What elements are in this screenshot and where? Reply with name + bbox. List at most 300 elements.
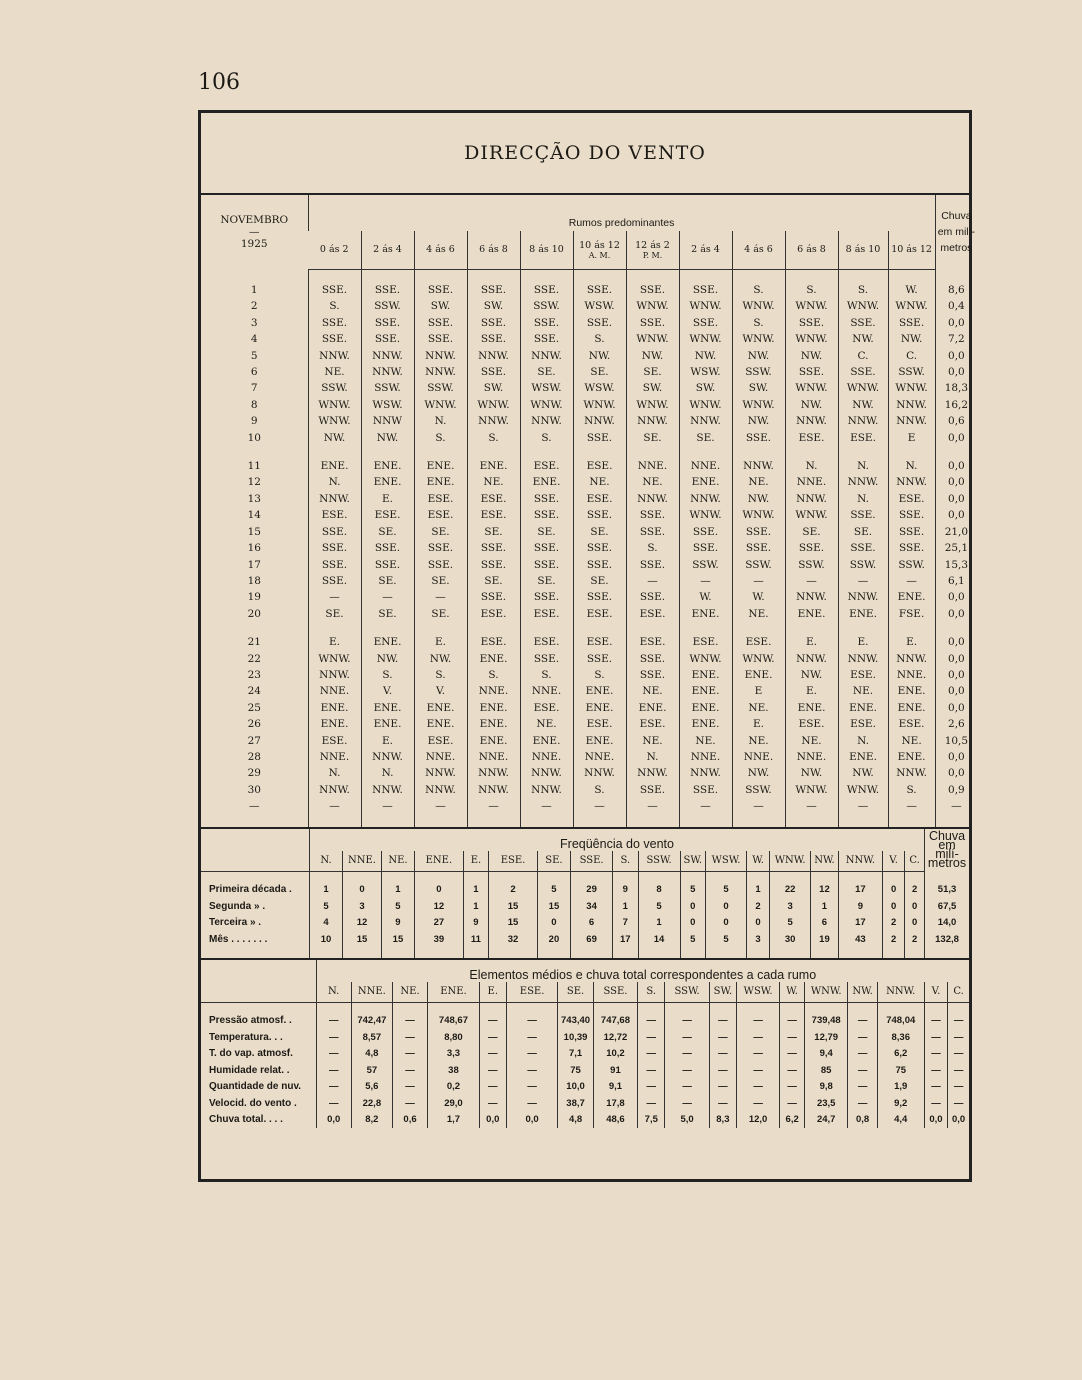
frequency-cell: 39 (415, 931, 464, 948)
means-cell: 1,7 (428, 1112, 480, 1129)
means-cell: 6,2 (877, 1046, 924, 1063)
rain-cell: 0,0 (935, 364, 977, 380)
direction-cell: E. (888, 634, 935, 650)
direction-cell: SSE. (626, 282, 679, 298)
direction-cell: SSE. (414, 557, 467, 573)
direction-cell: — (467, 798, 520, 814)
means-cell: — (665, 1079, 710, 1096)
spacer-cell (467, 270, 520, 283)
spacer-cell (905, 871, 925, 882)
day-cell: 7 (250, 382, 258, 395)
direction-cell: ESE. (626, 716, 679, 732)
frequency-row (201, 898, 969, 915)
direction-cell: S. (520, 430, 573, 446)
hour-header (679, 231, 732, 270)
day-cell: 30 (247, 783, 261, 796)
table-row (201, 700, 977, 716)
direction-cell: E. (785, 683, 838, 699)
direction-cell: ESE. (361, 507, 414, 523)
direction-cell: SSE. (467, 331, 520, 347)
direction-cell: NNW. (679, 413, 732, 429)
direction-cell: WNW. (838, 380, 888, 396)
rain-cell: 0,0 (935, 606, 977, 622)
direction-column-header: SW. (709, 982, 736, 1003)
direction-cell: WSW. (573, 380, 626, 396)
direction-cell: SSE. (785, 364, 838, 380)
direction-cell: SSE. (573, 540, 626, 556)
frequency-table (201, 827, 969, 958)
direction-cell: SW. (467, 298, 520, 314)
direction-column-header: NE. (392, 982, 427, 1003)
direction-cell: ESE. (838, 716, 888, 732)
hour-label: 2 ás 4 (373, 243, 402, 255)
direction-cell: NNW. (888, 765, 935, 781)
day-cell: 9 (250, 415, 258, 428)
means-row (201, 1029, 969, 1046)
spacer-row (201, 948, 969, 958)
direction-cell: SSE. (679, 540, 732, 556)
spacer-cell (680, 948, 705, 958)
spacer-cell (392, 1002, 427, 1013)
means-cell: 7,5 (638, 1112, 665, 1129)
direction-cell: N. (308, 765, 361, 781)
day-cell: 12 (247, 476, 261, 489)
table-row (201, 651, 977, 667)
direction-cell: SSE. (361, 540, 414, 556)
day-cell: — (249, 800, 260, 813)
table-row (201, 380, 977, 396)
means-cell: — (780, 1079, 805, 1096)
row-label: Temperatura. . . (209, 1031, 283, 1043)
frequency-cell: 3 (770, 898, 811, 915)
direction-cell: ENE. (361, 634, 414, 650)
am-label: A. M. (588, 250, 611, 260)
direction-cell: WNW. (732, 331, 785, 347)
direction-column-header: N. (316, 982, 351, 1003)
direction-cell: ENE. (414, 700, 467, 716)
hour-header (573, 231, 626, 270)
direction-cell: NNW. (679, 765, 732, 781)
means-row (201, 1062, 969, 1079)
direction-cell: NW. (785, 667, 838, 683)
rain-cell: 0,6 (935, 413, 977, 429)
frequency-cell: 1 (463, 882, 488, 899)
means-cell: 742,47 (351, 1013, 392, 1030)
means-cell: 24,7 (804, 1112, 847, 1129)
direction-cell: V. (414, 683, 467, 699)
frequency-cell: 20 (537, 931, 570, 948)
direction-cell: ESE. (626, 634, 679, 650)
direction-cell: ESE. (626, 606, 679, 622)
rain-cell: 16,2 (935, 397, 977, 413)
direction-cell: WNW. (626, 298, 679, 314)
direction-cell: SSE. (573, 589, 626, 605)
frequency-cell: 9 (613, 882, 638, 899)
direction-cell: SSE. (838, 507, 888, 523)
spacer-cell (679, 815, 732, 827)
direction-cell: NW. (785, 348, 838, 364)
frequency-cell: 2 (905, 882, 925, 899)
means-cell: 10,2 (593, 1046, 638, 1063)
direction-cell: — (679, 798, 732, 814)
direction-column-header: NNE. (343, 851, 382, 872)
rain-cell: — (935, 798, 977, 814)
direction-column-header: ESE. (506, 982, 558, 1003)
direction-cell: SSE. (520, 557, 573, 573)
frequency-cell: 5 (381, 898, 414, 915)
direction-cell: SSE. (838, 540, 888, 556)
means-cell: — (479, 1062, 506, 1079)
table-row (201, 749, 977, 765)
means-caption: Elementos médios e chuva total correspondentes a cada rumo (316, 959, 969, 982)
direction-cell: ESE. (467, 634, 520, 650)
means-cell: — (924, 1095, 947, 1112)
direction-cell: ENE. (467, 700, 520, 716)
direction-cell: SE. (308, 606, 361, 622)
spacer-cell (414, 815, 467, 827)
frequency-cell: 6 (811, 915, 839, 932)
direction-cell: ESE. (467, 606, 520, 622)
frequency-cell: 2 (883, 931, 905, 948)
means-cell: — (736, 1029, 779, 1046)
direction-cell: NW. (785, 397, 838, 413)
spacer-cell (679, 622, 732, 634)
rain-cell: 0,0 (935, 700, 977, 716)
frequency-header-blank (201, 851, 309, 872)
frequency-cell: 0 (883, 882, 905, 899)
direction-column-header: W. (746, 851, 769, 872)
direction-cell: S. (467, 430, 520, 446)
direction-cell: NNW. (573, 765, 626, 781)
hour-header (626, 231, 679, 270)
direction-cell: ENE. (573, 683, 626, 699)
direction-cell: SSW. (785, 557, 838, 573)
direction-cell: WNW. (785, 331, 838, 347)
spacer-cell (479, 1002, 506, 1013)
direction-cell: ENE. (414, 474, 467, 490)
row-label: Chuva total. . . . (209, 1114, 283, 1126)
direction-cell: NNW. (626, 491, 679, 507)
spacer-row (201, 446, 977, 458)
means-cell: 748,67 (428, 1013, 480, 1030)
day-cell: 28 (247, 750, 261, 763)
hour-label: 10 ás 12 (891, 243, 932, 255)
means-row (201, 1079, 969, 1096)
direction-cell: ENE. (308, 458, 361, 474)
frequency-cell: 5 (638, 898, 680, 915)
direction-cell: NNW. (573, 413, 626, 429)
direction-cell: SSE. (414, 331, 467, 347)
direction-cell: WNW. (626, 397, 679, 413)
direction-cell: ENE. (361, 716, 414, 732)
spacer-cell (811, 871, 839, 882)
direction-cell: NNW. (838, 474, 888, 490)
means-cell: 38 (428, 1062, 480, 1079)
means-cell: — (709, 1029, 736, 1046)
table-row (201, 634, 977, 650)
direction-cell: NE. (573, 474, 626, 490)
frequency-cell: 32 (489, 931, 538, 948)
table-row (201, 348, 977, 364)
direction-cell: — (308, 589, 361, 605)
direction-column-header: E. (479, 982, 506, 1003)
frequency-cell: 0 (680, 915, 705, 932)
means-cell: — (316, 1046, 351, 1063)
means-cell: — (506, 1095, 558, 1112)
table-row (201, 606, 977, 622)
direction-cell: WSW. (573, 298, 626, 314)
means-cell: 9,4 (804, 1046, 847, 1063)
means-cell: 0,0 (316, 1112, 351, 1129)
direction-cell: SW. (467, 380, 520, 396)
frequency-cell: 4 (309, 915, 342, 932)
rain-cell: 7,2 (935, 331, 977, 347)
spacer-cell (381, 871, 414, 882)
direction-cell: NNW. (467, 348, 520, 364)
direction-cell: SE. (573, 524, 626, 540)
direction-column-header: C. (905, 851, 925, 872)
direction-cell: NNW (361, 413, 414, 429)
direction-cell: SSW. (361, 380, 414, 396)
means-cell: 748,04 (877, 1013, 924, 1030)
direction-cell: E (888, 430, 935, 446)
direction-cell: SSE. (361, 282, 414, 298)
means-cell: 48,6 (593, 1112, 638, 1129)
direction-cell: SSW. (308, 380, 361, 396)
frequency-cell: 11 (463, 931, 488, 948)
direction-cell: SE. (626, 364, 679, 380)
direction-cell: ESE. (732, 634, 785, 650)
direction-cell: NNW. (361, 364, 414, 380)
direction-cell: ENE. (888, 700, 935, 716)
direction-cell: V. (361, 683, 414, 699)
direction-cell: ENE. (838, 606, 888, 622)
direction-cell: ESE. (520, 458, 573, 474)
spacer-cell (746, 871, 769, 882)
frequency-cell: 1 (463, 898, 488, 915)
direction-cell: — (361, 798, 414, 814)
frequency-cell: 43 (838, 931, 882, 948)
spacer-cell (848, 1002, 877, 1013)
frequency-cell: 27 (415, 915, 464, 932)
direction-cell: S. (361, 667, 414, 683)
spacer-cell (201, 1002, 316, 1013)
spacer-cell (308, 446, 361, 458)
direction-cell: NNE. (573, 749, 626, 765)
spacer-cell (888, 446, 935, 458)
table-row (201, 733, 977, 749)
direction-cell: SE. (467, 524, 520, 540)
direction-cell: NNE. (467, 749, 520, 765)
direction-column-header: ENE. (428, 982, 480, 1003)
frequency-cell: 14,0 (925, 915, 969, 932)
means-cell: — (709, 1095, 736, 1112)
direction-cell: ENE. (308, 716, 361, 732)
rain-cell: 0,9 (935, 782, 977, 798)
frequency-cell: 5 (706, 882, 747, 899)
hour-header (361, 231, 414, 270)
means-cell: — (316, 1013, 351, 1030)
day-cell: 10 (247, 431, 261, 444)
frequency-cell: 0 (706, 915, 747, 932)
direction-cell: NW. (679, 348, 732, 364)
frequency-body (201, 871, 969, 958)
means-cell: 17,8 (593, 1095, 638, 1112)
direction-cell: ESE. (414, 507, 467, 523)
means-cell: — (948, 1079, 969, 1096)
direction-cell: S. (838, 282, 888, 298)
direction-cell: WNW. (888, 298, 935, 314)
direction-cell: N. (361, 765, 414, 781)
direction-cell: SSE. (414, 315, 467, 331)
means-header-blank (201, 982, 316, 1003)
spacer-cell (838, 622, 888, 634)
direction-cell: SSE. (520, 507, 573, 523)
direction-cell: ESE. (414, 491, 467, 507)
spacer-cell (785, 446, 838, 458)
day-cell: 4 (250, 333, 258, 346)
means-cell: — (392, 1079, 427, 1096)
direction-cell: ESE. (414, 733, 467, 749)
direction-cell: NE. (732, 700, 785, 716)
table-row (201, 798, 977, 814)
direction-cell: ENE. (838, 749, 888, 765)
day-cell: 15 (247, 525, 261, 538)
day-cell: 27 (247, 734, 261, 747)
direction-column-header: W. (780, 982, 805, 1003)
spacer-cell (308, 622, 361, 634)
table-row (201, 364, 977, 380)
direction-cell: NW. (308, 430, 361, 446)
means-cell: — (709, 1013, 736, 1030)
direction-cell: NNW. (520, 413, 573, 429)
direction-column-header: WNW. (770, 851, 811, 872)
direction-cell: SSE. (520, 540, 573, 556)
means-cell: — (780, 1013, 805, 1030)
spacer-cell (381, 948, 414, 958)
direction-cell: NE. (732, 733, 785, 749)
frequency-cell: 1 (613, 898, 638, 915)
spacer-cell (414, 270, 467, 283)
means-cell: — (506, 1062, 558, 1079)
means-cell: — (316, 1062, 351, 1079)
direction-cell: SSE. (626, 782, 679, 798)
means-cell: 75 (877, 1062, 924, 1079)
means-cell: 6,2 (780, 1112, 805, 1129)
spacer-cell (811, 948, 839, 958)
means-cell: 22,8 (351, 1095, 392, 1112)
direction-cell: ESE. (888, 491, 935, 507)
rain-cell: 0,0 (935, 749, 977, 765)
spacer-cell (838, 948, 882, 958)
spacer-cell (309, 948, 342, 958)
spacer-cell (414, 622, 467, 634)
direction-cell: SE. (785, 524, 838, 540)
direction-cell: SW. (732, 380, 785, 396)
frequency-cell: 12 (343, 915, 382, 932)
direction-cell: WNW. (467, 397, 520, 413)
frequency-corner (201, 828, 309, 851)
spacer-cell (888, 270, 935, 283)
table-row (201, 397, 977, 413)
direction-column-header: NNE. (351, 982, 392, 1003)
direction-cell: ESE. (467, 507, 520, 523)
frequency-cell: 29 (571, 882, 613, 899)
frequency-cell: 0 (905, 915, 925, 932)
direction-cell: NNW. (308, 348, 361, 364)
direction-cell: ENE. (679, 606, 732, 622)
day-cell: 1 (250, 284, 258, 296)
means-cell: — (479, 1079, 506, 1096)
direction-cell: WNW. (888, 380, 935, 396)
frequency-row (201, 882, 969, 899)
direction-column-header: WSW. (736, 982, 779, 1003)
day-cell: 21 (247, 636, 261, 649)
table-row (201, 507, 977, 523)
direction-cell: SE. (361, 573, 414, 589)
spacer-cell (361, 622, 414, 634)
direction-cell: ENE. (467, 458, 520, 474)
direction-cell: SSE. (361, 331, 414, 347)
spacer-cell (665, 1002, 710, 1013)
frequency-row (201, 915, 969, 932)
means-body (201, 1002, 969, 1128)
spacer-cell (593, 1002, 638, 1013)
direction-cell: N. (785, 458, 838, 474)
direction-cell: S. (785, 282, 838, 298)
direction-cell: S. (626, 540, 679, 556)
direction-cell: — (414, 798, 467, 814)
rain-cell: 0,0 (935, 430, 977, 446)
spacer-cell (573, 446, 626, 458)
direction-cell: S. (414, 430, 467, 446)
direction-cell: NNW. (838, 413, 888, 429)
frequency-cell: 9 (463, 915, 488, 932)
direction-cell: C. (888, 348, 935, 364)
means-cell: — (948, 1062, 969, 1079)
means-cell: — (924, 1029, 947, 1046)
direction-cell: NE. (732, 474, 785, 490)
direction-cell: ENE. (888, 589, 935, 605)
direction-column-header: S. (613, 851, 638, 872)
direction-cell: SE. (573, 364, 626, 380)
spacer-cell (679, 446, 732, 458)
direction-cell: ESE. (520, 634, 573, 650)
frequency-cell: 1 (638, 915, 680, 932)
means-cell: 12,0 (736, 1112, 779, 1129)
direction-cell: NNE. (732, 749, 785, 765)
direction-cell: SSE. (361, 315, 414, 331)
direction-cell: ESE. (573, 634, 626, 650)
frequency-cell: 12 (811, 882, 839, 899)
direction-cell: NNE. (785, 474, 838, 490)
spacer-cell (316, 1002, 351, 1013)
means-cell: — (780, 1062, 805, 1079)
means-cell: 9,1 (593, 1079, 638, 1096)
rain-cell: 0,0 (935, 507, 977, 523)
direction-cell: NNW. (520, 348, 573, 364)
direction-cell: ENE. (785, 700, 838, 716)
direction-cell: WNW. (838, 782, 888, 798)
direction-cell: — (732, 798, 785, 814)
direction-cell: ESE. (838, 667, 888, 683)
direction-cell: SSE. (520, 491, 573, 507)
direction-cell: WNW. (308, 397, 361, 413)
direction-cell: SW. (679, 380, 732, 396)
frequency-row (201, 931, 969, 948)
direction-cell: ESE. (838, 430, 888, 446)
table-row (201, 557, 977, 573)
